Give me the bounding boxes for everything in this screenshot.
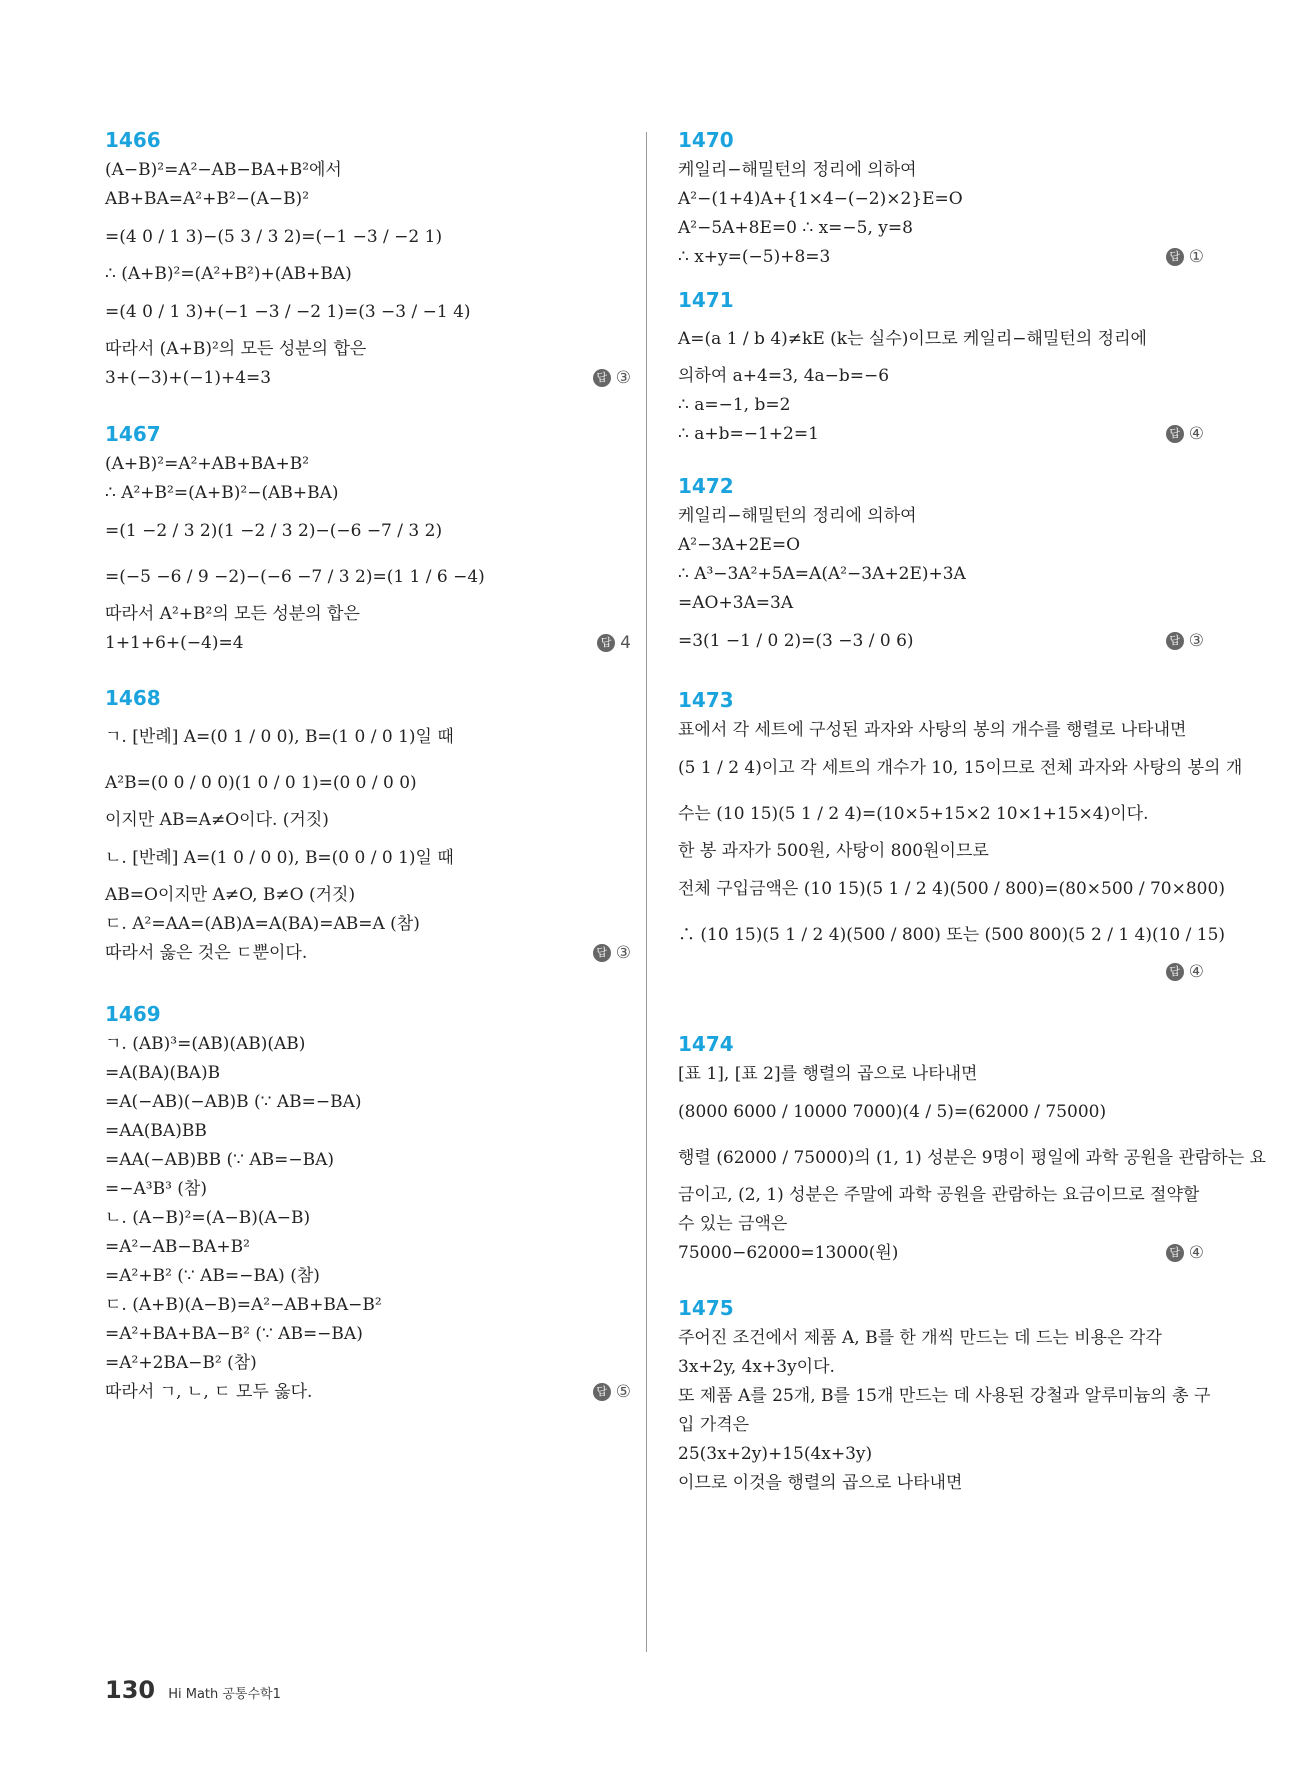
solution-text: ∴ a+b=−1+2=1 — [678, 424, 819, 444]
answer-mark — [593, 364, 631, 393]
answer-mark — [593, 1378, 631, 1407]
problem-1468 — [105, 684, 635, 968]
solution-text: ∴ x+y=(−5)+8=3 — [678, 247, 831, 267]
answer-badge-icon: 답 — [593, 944, 611, 962]
solution-line — [105, 1320, 635, 1349]
solution-line — [105, 714, 635, 760]
solution-text: =−A³B³ (참) — [105, 1179, 207, 1199]
solution-line — [678, 1324, 1208, 1353]
problem-number: 1466 — [105, 128, 161, 152]
solution-text: 케일리−해밀턴의 정리에 의하여 — [678, 506, 917, 526]
solution-text: 3+(−3)+(−1)+4=3 — [105, 368, 272, 388]
problem-1475 — [678, 1294, 1211, 1498]
problem-1469 — [105, 1000, 635, 1407]
solution-line — [105, 835, 635, 881]
solution-line — [678, 362, 1208, 391]
solution-text: 의하여 a+4=3, 4a−b=−6 — [678, 366, 890, 386]
solution-line — [678, 837, 1208, 866]
solution-text: ㄴ. (A−B)²=(A−B)(A−B) — [105, 1208, 311, 1228]
solution-text: ∴ A²+B²=(A+B)²−(AB+BA) — [105, 483, 339, 503]
problem-number: 1467 — [105, 422, 161, 446]
solution-text: 1+1+6+(−4)=4 — [105, 633, 244, 653]
problem-number: 1474 — [678, 1032, 734, 1056]
solution-line — [105, 1204, 635, 1233]
solution-text: AB+BA=A²+B²−(A−B)² — [105, 189, 310, 209]
solution-text: 3x+2y, 4x+3y이다. — [678, 1357, 835, 1377]
answer-mark — [597, 629, 631, 658]
solution-line — [105, 1378, 635, 1407]
answer-value: ③ — [615, 368, 631, 388]
solution-text: ∴ A³−3A²+5A=A(A²−3A+2E)+3A — [678, 564, 966, 584]
solution-line — [105, 1146, 635, 1175]
solution-line — [678, 791, 1208, 837]
solution-text: AB=O이지만 A≠O, B≠O (거짓) — [105, 885, 356, 905]
solution-line — [105, 1291, 635, 1320]
solution-line — [678, 391, 1208, 420]
solution-line — [105, 1117, 635, 1146]
answer-value: ③ — [1188, 631, 1204, 651]
solution-text: A²−5A+8E=0 ∴ x=−5, y=8 — [678, 218, 913, 238]
solution-text: ㄷ. (A+B)(A−B)=A²−AB+BA−B² — [105, 1295, 382, 1315]
solution-text: 케일리−해밀턴의 정리에 의하여 — [678, 160, 917, 180]
solution-line — [678, 1060, 1208, 1089]
solution-line — [105, 600, 635, 629]
solution-line — [678, 1089, 1208, 1135]
solution-line — [105, 289, 635, 335]
solution-text: 금이고, (2, 1) 성분은 주말에 과학 공원을 관람하는 요금이므로 절약할 — [678, 1185, 1200, 1205]
solution-text: =A²+2BA−B² (참) — [105, 1353, 257, 1373]
solution-text: (8000 6000 / 10000 7000)(4 / 5)=(62000 / 75000) — [678, 1102, 1107, 1122]
solution-text: ∴ (10 15)(5 1 / 2 4)(500 / 800) 또는 (500 800)(5 2 / 1 4)(10 / 15) — [678, 925, 1226, 945]
solution-line — [678, 243, 1208, 272]
solution-line — [105, 1175, 635, 1204]
solution-line — [678, 185, 1208, 214]
solution-line — [678, 716, 1208, 745]
solution-line — [678, 1440, 1208, 1469]
answer-value: 4 — [620, 633, 631, 653]
solution-text: =A²+B² (∵ AB=−BA) (참) — [105, 1266, 320, 1286]
solution-line — [105, 1059, 635, 1088]
answer-value: ④ — [1188, 962, 1204, 982]
solution-line — [105, 1088, 635, 1117]
answer-value: ④ — [1188, 424, 1204, 444]
solution-line — [105, 1262, 635, 1291]
solution-line — [105, 760, 635, 806]
solution-text: 이므로 이것을 행렬의 곱으로 나타내면 — [678, 1473, 963, 1493]
solution-text: 표에서 각 세트에 구성된 과자와 사탕의 봉의 개수를 행렬로 나타내면 — [678, 720, 1187, 740]
solution-line — [678, 560, 1208, 589]
solution-line — [678, 1181, 1208, 1210]
problem-1466 — [105, 126, 635, 393]
solution-text: =AA(−AB)BB (∵ AB=−BA) — [105, 1150, 334, 1170]
answer-mark — [593, 939, 631, 968]
solution-line — [105, 335, 635, 364]
problem-number: 1471 — [678, 288, 734, 312]
problem-1472 — [678, 472, 1208, 664]
solution-text: A=(a 1 / b 4)≠kE (k는 실수)이므로 케일리−해밀턴의 정리에 — [678, 329, 1147, 349]
solution-text: 주어진 조건에서 제품 A, B를 한 개씩 만드는 데 드는 비용은 각각 — [678, 1328, 1162, 1348]
solution-line — [678, 912, 1226, 958]
solution-text: =A²+BA+BA−B² (∵ AB=−BA) — [105, 1324, 363, 1344]
answer-value: ① — [1188, 247, 1204, 267]
solution-text: ∴ a=−1, b=2 — [678, 395, 791, 415]
answer-value: ④ — [1188, 1243, 1204, 1263]
solution-line — [105, 939, 635, 968]
solution-text: 25(3x+2y)+15(4x+3y) — [678, 1444, 873, 1464]
solution-text: =AO+3A=3A — [678, 593, 794, 613]
answer-badge-icon: 답 — [597, 634, 615, 652]
solution-text: 따라서 ㄱ, ㄴ, ㄷ 모두 옳다. — [105, 1382, 313, 1402]
solution-text: =AA(BA)BB — [105, 1121, 207, 1141]
solution-line — [678, 589, 1208, 618]
solution-text: 따라서 옳은 것은 ㄷ뿐이다. — [105, 943, 308, 963]
solution-text: A²−3A+2E=O — [678, 535, 801, 555]
answer-mark — [1166, 1239, 1204, 1268]
solution-line — [678, 316, 1208, 362]
solution-text: =(4 0 / 1 3)−(5 3 / 3 2)=(−1 −3 / −2 1) — [105, 227, 443, 247]
answer-mark — [1166, 958, 1204, 987]
solution-line — [105, 364, 635, 393]
solution-line — [105, 881, 635, 910]
answer-badge-icon: 답 — [1166, 1244, 1184, 1262]
solution-text: 수는 (10 15)(5 1 / 2 4)=(10×5+15×2 10×1+15×4)이다. — [678, 804, 1149, 824]
answer-mark — [1166, 243, 1204, 272]
problem-number: 1469 — [105, 1002, 161, 1026]
answer-badge-icon: 답 — [1166, 248, 1184, 266]
solution-text: (A−B)²=A²−AB−BA+B²에서 — [105, 160, 342, 180]
solution-line — [105, 450, 635, 479]
solution-text: ∴ (A+B)²=(A²+B²)+(AB+BA) — [105, 264, 352, 284]
solution-line — [678, 214, 1208, 243]
solution-text: =(4 0 / 1 3)+(−1 −3 / −2 1)=(3 −3 / −1 4) — [105, 302, 471, 322]
solution-line — [678, 1135, 1266, 1181]
solution-line — [105, 1233, 635, 1262]
answer-value: ⑤ — [615, 1382, 631, 1402]
solution-line — [105, 508, 635, 554]
problem-number: 1472 — [678, 474, 734, 498]
solution-text: =A(−AB)(−AB)B (∵ AB=−BA) — [105, 1092, 362, 1112]
solution-line — [105, 185, 635, 214]
problem-number: 1475 — [678, 1296, 734, 1320]
solution-line — [678, 1210, 1208, 1239]
solution-line — [105, 479, 635, 508]
solution-line — [678, 745, 1243, 791]
answer-mark — [1166, 420, 1204, 449]
solution-text: 한 봉 과자가 500원, 사탕이 800원이므로 — [678, 841, 989, 861]
solution-text: 수 있는 금액은 — [678, 1214, 788, 1234]
solution-text: (5 1 / 2 4)이고 각 세트의 개수가 10, 15이므로 전체 과자와 사탕의 봉의 개 — [678, 758, 1243, 778]
answer-badge-icon: 답 — [593, 1383, 611, 1401]
solution-text: 75000−62000=13000(원) — [678, 1243, 899, 1263]
solution-line — [105, 1030, 635, 1059]
solution-text: ㄱ. (AB)³=(AB)(AB)(AB) — [105, 1034, 306, 1054]
solution-line — [678, 1411, 1208, 1440]
solution-text: 이지만 AB=A≠O이다. (거짓) — [105, 810, 329, 830]
solution-line — [105, 806, 635, 835]
solution-text: =3(1 −1 / 0 2)=(3 −3 / 0 6) — [678, 631, 914, 651]
solution-line — [678, 1239, 1208, 1268]
column-divider — [646, 132, 647, 1652]
problem-1474 — [678, 1030, 1266, 1268]
problem-number: 1468 — [105, 686, 161, 710]
solution-text: (A+B)²=A²+AB+BA+B² — [105, 454, 310, 474]
answer-badge-icon: 답 — [1166, 425, 1184, 443]
solution-line — [678, 1469, 1208, 1498]
solution-line — [678, 618, 1208, 664]
solution-line — [105, 629, 635, 658]
answer-mark — [1166, 618, 1204, 664]
problem-1467 — [105, 420, 635, 658]
solution-text: =A(BA)(BA)B — [105, 1063, 221, 1083]
solution-line — [105, 260, 635, 289]
problem-number: 1473 — [678, 688, 734, 712]
solution-line — [678, 866, 1225, 912]
solution-text: =(−5 −6 / 9 −2)−(−6 −7 / 3 2)=(1 1 / 6 −4) — [105, 567, 485, 587]
problem-1470 — [678, 126, 1208, 272]
answer-badge-icon: 답 — [593, 369, 611, 387]
solution-text: ㄴ. [반례] A=(1 0 / 0 0), B=(0 0 / 0 1)일 때 — [105, 848, 454, 868]
solution-text: ㄷ. A²=AA=(AB)A=A(BA)=AB=A (참) — [105, 914, 420, 934]
answer-value: ③ — [615, 943, 631, 963]
solution-line — [678, 420, 1208, 449]
solution-line — [678, 531, 1208, 560]
solution-line — [105, 910, 635, 939]
problem-number: 1470 — [678, 128, 734, 152]
solution-line — [105, 156, 635, 185]
solution-text: 행렬 (62000 / 75000)의 (1, 1) 성분은 9명이 평일에 과학 공원을 관람하는 요 — [678, 1148, 1266, 1168]
solution-line — [678, 502, 1208, 531]
solution-line — [678, 1382, 1211, 1411]
solution-line — [678, 1353, 1208, 1382]
solution-text: ㄱ. [반례] A=(0 1 / 0 0), B=(1 0 / 0 1)일 때 — [105, 727, 454, 747]
solution-line — [678, 156, 1208, 185]
solution-text: 따라서 (A+B)²의 모든 성분의 합은 — [105, 339, 367, 359]
solution-text: 전체 구입금액은 (10 15)(5 1 / 2 4)(500 / 800)=(80×500 / 70×800) — [678, 879, 1225, 899]
solution-text: =A²−AB−BA+B² — [105, 1237, 250, 1257]
solution-line — [105, 554, 635, 600]
solution-text: 입 가격은 — [678, 1415, 750, 1435]
solution-text: [표 1], [표 2]를 행렬의 곱으로 나타내면 — [678, 1064, 978, 1084]
solution-text: A²−(1+4)A+{1×4−(−2)×2}E=O — [678, 189, 963, 209]
solution-text: 따라서 A²+B²의 모든 성분의 합은 — [105, 604, 360, 624]
problem-1473 — [678, 686, 1243, 982]
solution-text: =(1 −2 / 3 2)(1 −2 / 3 2)−(−6 −7 / 3 2) — [105, 521, 443, 541]
answer-badge-icon: 답 — [1166, 963, 1184, 981]
solution-line — [105, 1349, 635, 1378]
solution-text: A²B=(0 0 / 0 0)(1 0 / 0 1)=(0 0 / 0 0) — [105, 773, 417, 793]
solution-line — [105, 214, 635, 260]
book-title: Hi Math 공통수학1 — [168, 1687, 281, 1702]
solution-text: 또 제품 A를 25개, B를 15개 만드는 데 사용된 강철과 알루미늄의 총 구 — [678, 1386, 1211, 1406]
problem-1471 — [678, 286, 1208, 449]
page-footer — [105, 1676, 281, 1704]
page-number: 130 — [105, 1676, 156, 1704]
answer-badge-icon: 답 — [1166, 632, 1184, 650]
